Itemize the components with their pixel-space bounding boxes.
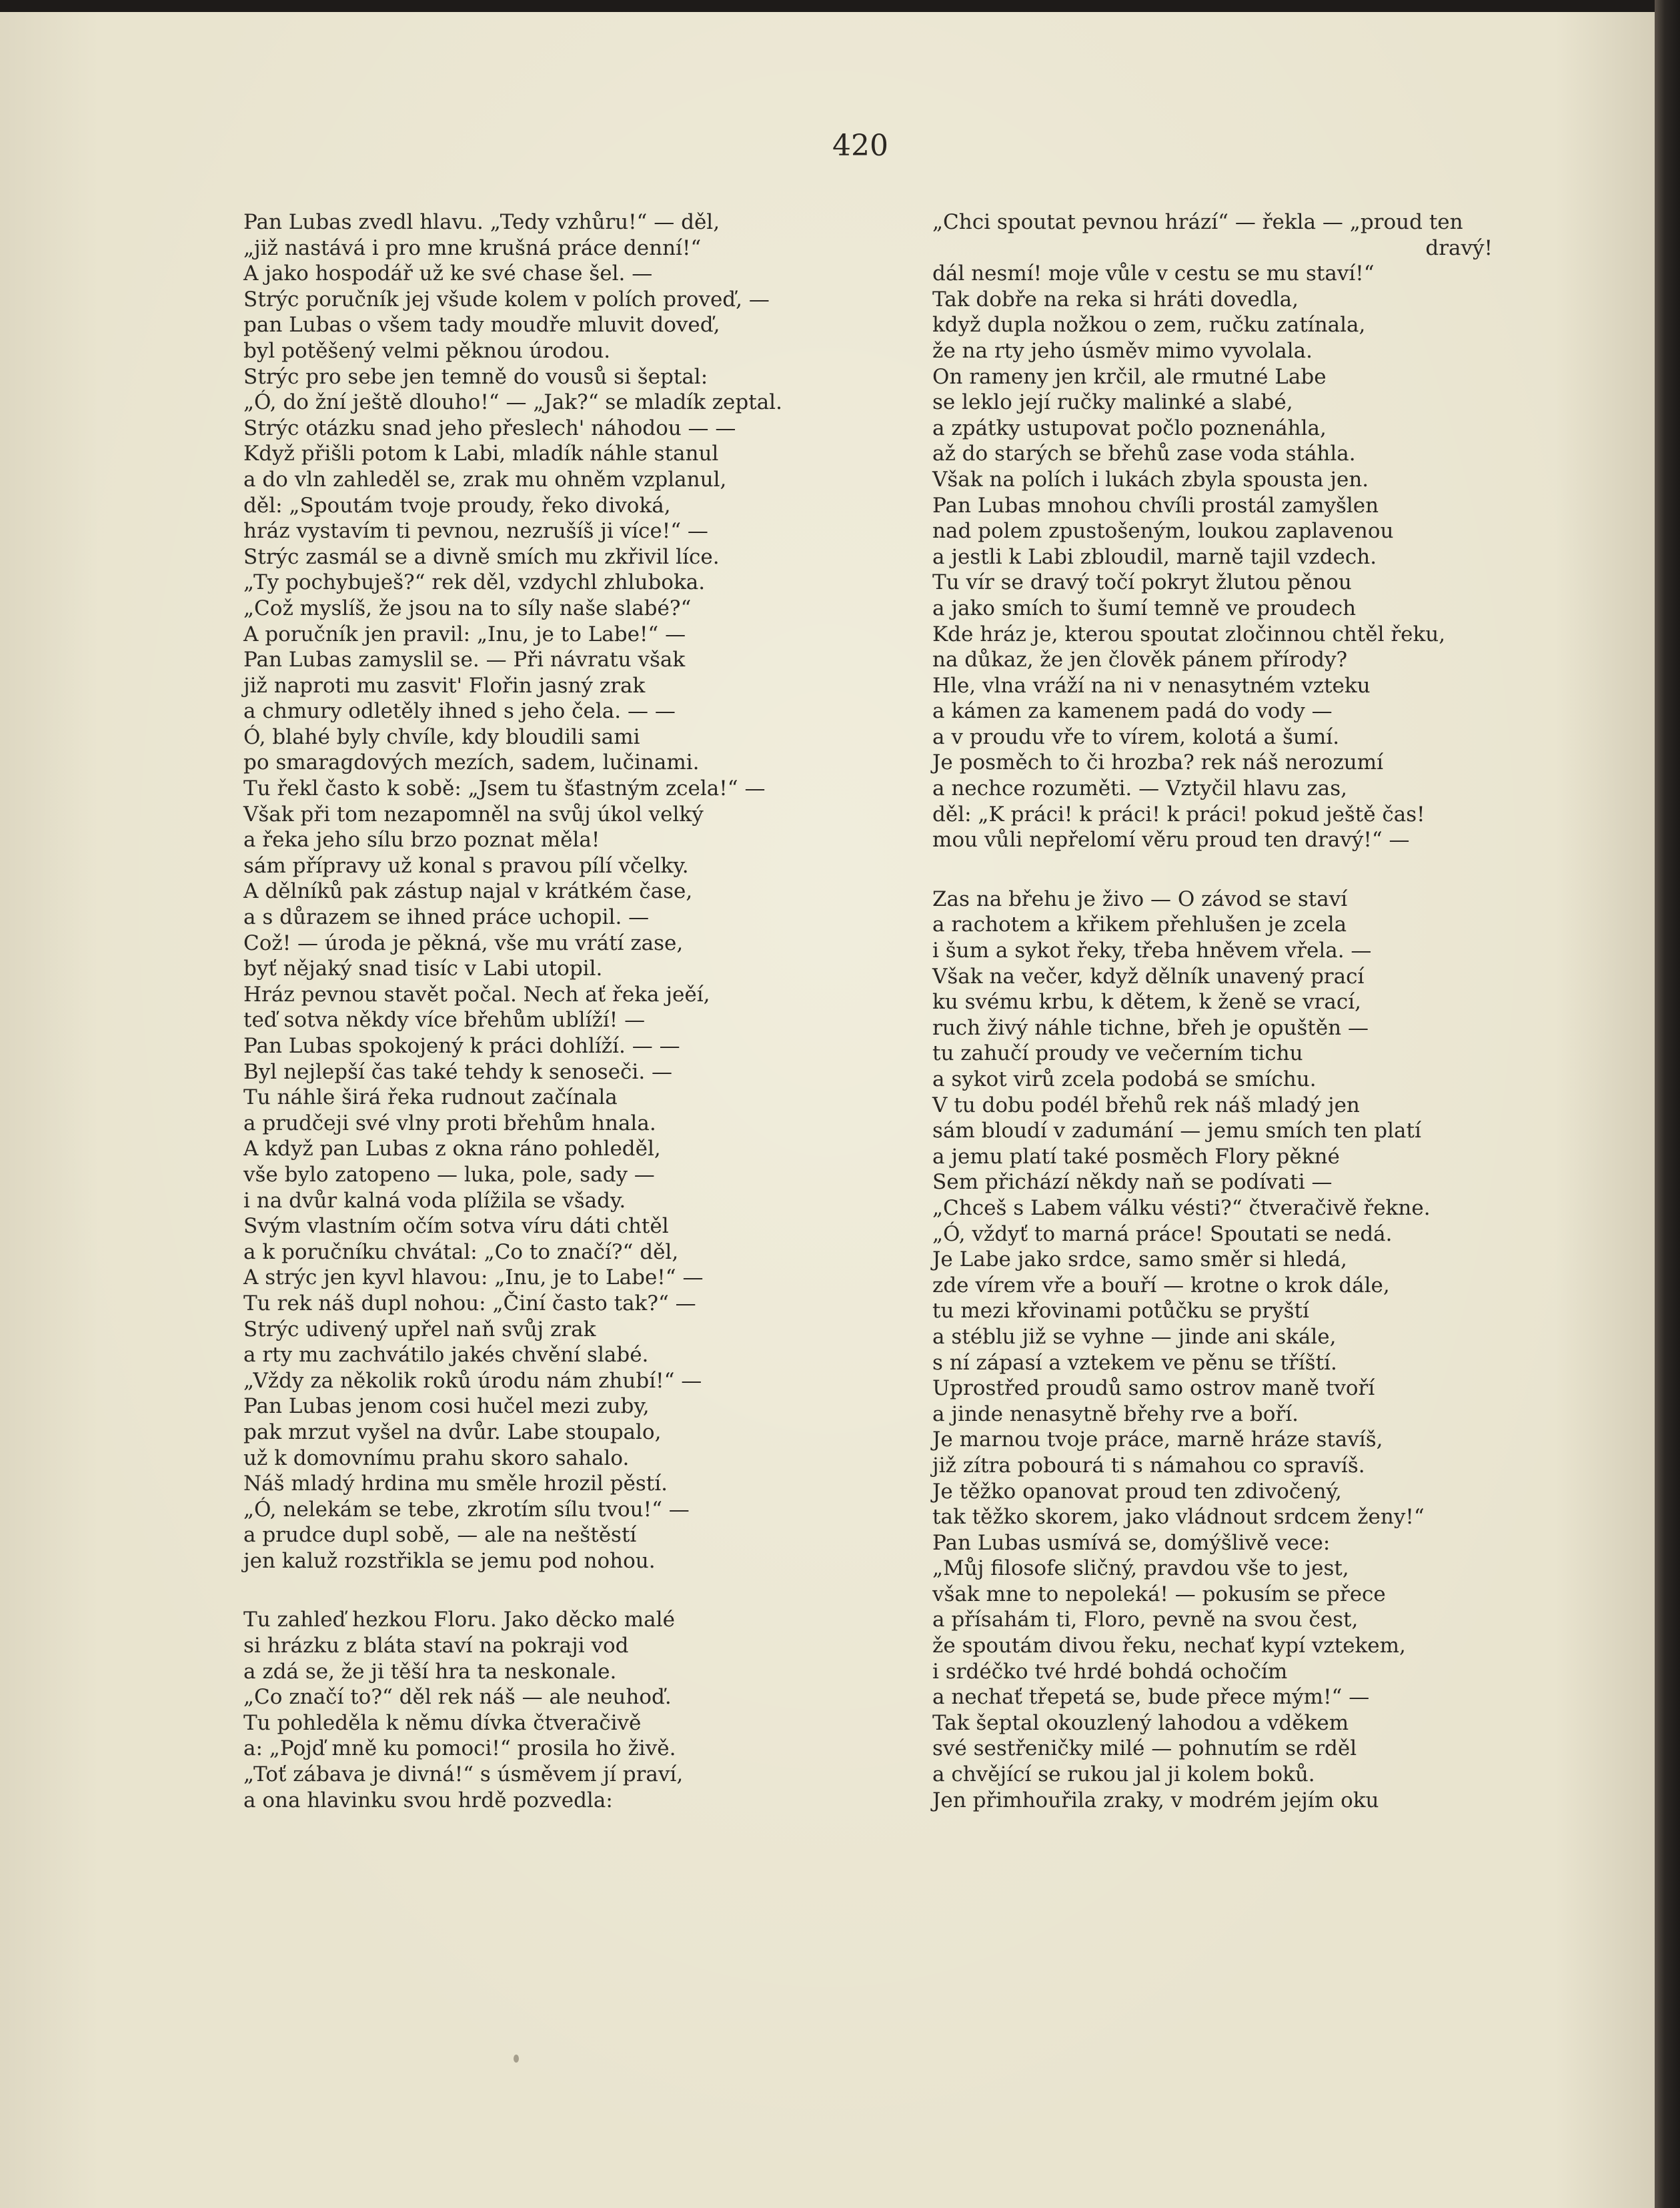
verse-line: Zas na břehu je živo — O závod se staví <box>932 887 1348 911</box>
ink-smudge <box>514 2055 519 2063</box>
left-column <box>243 209 797 1813</box>
verse-line: si hrázku z bláta staví na pokraji vod <box>243 1634 629 1658</box>
verse-line: Byl nejlepší čas také tehdy k senoseči. — <box>243 1059 673 1084</box>
verse-line: Tu zahleď hezkou Floru. Jako děcko malé <box>243 1608 675 1632</box>
verse-line: a zpátky ustupovat počlo poznenáhla, <box>932 416 1327 440</box>
verse-line: Strýc zasmál se a divně smích mu zkřivil líce. <box>243 544 720 569</box>
verse-line: a sykot virů zcela podobá se smíchu. <box>932 1067 1317 1091</box>
verse-line: tak těžko skorem, jako vládnout srdcem ženy!“ <box>932 1505 1425 1530</box>
verse-line: Ó, blahé byly chvíle, kdy bloudili sami <box>243 724 640 749</box>
verse-line: Tak šeptal okouzlený lahodou a vděkem <box>932 1710 1349 1735</box>
verse-line: a s důrazem se ihned práce uchopil. — <box>243 905 650 930</box>
right-stanza-1 <box>932 261 1493 853</box>
verse-line: Strýc pro sebe jen temně do vousů si šeptal: <box>243 364 708 389</box>
verse-line: již zítra pobourá ti s námahou co spravíš. <box>932 1453 1365 1478</box>
verse-line: Tu vír se dravý točí pokryt žlutou pěnou <box>932 570 1352 595</box>
verse-line: „Vždy za několik roků úrodu nám zhubí!“ — <box>243 1368 702 1393</box>
verse-line: „Ó, vždyť to marná práce! Spoutati se nedá. <box>932 1221 1393 1246</box>
verse-line: Tu rek náš dupl nohou: „Činí často tak?“ — <box>243 1291 696 1315</box>
verse-line: dál nesmí! moje vůle v cestu se mu staví!“ <box>932 261 1375 286</box>
verse-line-continuation: dravý! <box>1425 235 1493 260</box>
verse-line: sám přípravy už konal s pravou pílí včelky. <box>243 853 689 878</box>
scan-border-top <box>0 0 1680 12</box>
verse-line: a rachotem a křikem přehlušen je zcela <box>932 913 1347 937</box>
verse-line: hráz vystavím ti pevnou, nezrušíš ji více!“ — <box>243 519 708 544</box>
verse-line: pak mrzut vyšel na dvůr. Labe stoupalo, <box>243 1420 662 1444</box>
verse-line: a k poručníku chvátal: „Co to značí?“ děl, <box>243 1239 679 1264</box>
verse-line: A dělníků pak zástup najal v krátkém čase, <box>243 879 693 904</box>
verse-line: až do starých se břehů zase voda stáhla. <box>932 442 1356 466</box>
verse-line: a zdá se, že ji těší hra ta neskonale. <box>243 1659 617 1684</box>
verse-line: Je posměch to či hrozba? rek náš nerozumí <box>932 750 1384 775</box>
verse-line: Hráz pevnou stavět počal. Nech ať řeka jeěí, <box>243 982 710 1007</box>
verse-line: vše bylo zatopeno — luka, pole, sady — <box>243 1162 655 1187</box>
verse-line: V tu dobu podél břehů rek náš mladý jen <box>932 1093 1360 1117</box>
verse-line: „Chci spoutat pevnou hrází“ — řekla — „proud ten <box>932 210 1463 234</box>
verse-line: „Můj filosofe sličný, pravdou vše to jest, <box>932 1556 1349 1581</box>
verse-line: Však na večer, když dělník unavený prací <box>932 964 1365 989</box>
verse-line: a v proudu vře to vírem, kolotá a šumí. <box>932 724 1340 749</box>
verse-line: Strýc udivený upřel naň svůj zrak <box>243 1317 596 1341</box>
left-stanza-2 <box>243 1607 797 1813</box>
verse-line: zde vírem vře a bouří — krotne o krok dále, <box>932 1273 1390 1297</box>
verse-line: a jemu platí také posměch Flory pěkné <box>932 1144 1340 1169</box>
verse-line: a prudčeji své vlny proti břehům hnala. <box>243 1111 656 1135</box>
verse-line: a: „Pojď mně ku pomoci!“ prosila ho živě. <box>243 1736 676 1761</box>
verse-line: Pan Lubas zvedl hlavu. „Tedy vzhůru!“ — děl, <box>243 210 720 234</box>
verse-line: byl potěšený velmi pěknou úrodou. <box>243 338 611 363</box>
verse-line: Což! — úroda je pěkná, vše mu vrátí zase, <box>243 931 684 955</box>
verse-line: i šum a sykot řeky, třeba hněvem vřela. — <box>932 939 1372 963</box>
verse-line: a chmury odletěly ihned s jeho čela. — — <box>243 699 676 724</box>
verse-line: Strýc poručník jej všude kolem v polích proveď, — <box>243 287 770 312</box>
verse-line: Pan Lubas spokojený k práci dohlíží. — — <box>243 1034 680 1058</box>
verse-line: a jestli k Labi zbloudil, marně tajil vzdech. <box>932 544 1377 569</box>
stanza-gap <box>932 853 1493 887</box>
verse-line: „Ty pochybuješ?“ rek děl, vzdychl zhluboka. <box>243 570 706 595</box>
verse-line: „Co značí to?“ děl rek náš — ale neuhoď. <box>243 1685 672 1710</box>
verse-line: už k domovnímu prahu skoro sahalo. <box>243 1446 630 1470</box>
verse-line: ruch živý náhle tichne, břeh je opuštěn — <box>932 1015 1369 1040</box>
verse-line: že spoutám divou řeku, nechať kypí vztekem, <box>932 1634 1406 1658</box>
verse-line: a do vln zahleděl se, zrak mu ohněm vzplanul, <box>243 467 727 492</box>
verse-line: a jinde nenasytně břehy rve a boří. <box>932 1402 1299 1426</box>
verse-line: a rty mu zachvátilo jakés chvění slabé. <box>243 1343 649 1367</box>
verse-line: a nechať třepetá se, bude přece mým!“ — <box>932 1685 1370 1710</box>
verse-line: i na dvůr kalná voda plížila se všady. <box>243 1188 626 1213</box>
verse-line: Pan Lubas usmívá se, domýšlivě vece: <box>932 1530 1331 1555</box>
verse-line: a nechce rozuměti. — Vztyčil hlavu zas, <box>932 776 1347 801</box>
verse-line: A když pan Lubas z okna ráno pohleděl, <box>243 1137 661 1161</box>
verse-line: A poručník jen pravil: „Inu, je to Labe!“ — <box>243 622 686 646</box>
verse-line: Jen přimhouřila zraky, v modrém jejím oku <box>932 1788 1379 1812</box>
verse-line: ku svému krbu, k dětem, k ženě se vrací, <box>932 990 1361 1015</box>
book-page <box>0 12 1655 2208</box>
verse-line: a prudce dupl sobě, — ale na neštěstí <box>243 1523 637 1548</box>
verse-line: On rameny jen krčil, ale rmutné Labe <box>932 364 1327 389</box>
verse-line: s ní zápasí a vztekem ve pěnu se tříští. <box>932 1350 1337 1375</box>
verse-line: a řeka jeho sílu brzo poznat měla! <box>243 828 600 853</box>
verse-line: Pan Lubas zamyslil se. — Při návratu však <box>243 648 686 672</box>
verse-line: Kde hráz je, kterou spoutat zločinnou chtěl řeku, <box>932 622 1446 646</box>
verse-line: Tak dobře na reka si hráti dovedla, <box>932 287 1299 312</box>
verse-line: však mne to nepoleká! — pokusím se přece <box>932 1582 1386 1606</box>
page-number: 420 <box>832 129 888 163</box>
verse-line: Tu náhle širá řeka rudnout začínala <box>243 1085 618 1110</box>
verse-line: Náš mladý hrdina mu směle hrozil pěstí. <box>243 1472 668 1496</box>
verse-line: „Chceš s Labem válku vésti?“ čtveračivě řekne. <box>932 1195 1431 1220</box>
verse-line: a jako smích to šumí temně ve proudech <box>932 596 1357 620</box>
verse-line: nad polem zpustošeným, loukou zaplavenou <box>932 519 1394 544</box>
verse-line: sám bloudí v zadumání — jemu smích ten platí <box>932 1119 1421 1143</box>
left-stanza-1 <box>243 209 797 1574</box>
right-stanza-2 <box>932 887 1493 1813</box>
stanza-gap <box>243 1574 797 1607</box>
verse-line: „Toť zábava je divná!“ s úsměvem jí praví, <box>243 1762 684 1787</box>
verse-line: i srdéčko tvé hrdé bohdá ochočím <box>932 1659 1288 1684</box>
verse-line: a kámen za kamenem padá do vody — <box>932 699 1333 724</box>
verse-line: Sem přichází někdy naň se podívati — <box>932 1170 1333 1195</box>
verse-line: a stéblu již se vyhne — jinde ani skále, <box>932 1324 1337 1349</box>
scan-border-right <box>1655 0 1680 2208</box>
verse-line: Tu řekl často k sobě: „Jsem tu šťastným zcela!“ — <box>243 776 766 801</box>
verse-line: Když přišli potom k Labi, mladík náhle stanul <box>243 442 719 466</box>
verse-line: Strýc otázku snad jeho přeslech' náhodou — — <box>243 416 736 440</box>
verse-line: Svým vlastním očím sotva víru dáti chtěl <box>243 1214 669 1239</box>
verse-line: jen kaluž rozstřikla se jemu pod nohou. <box>243 1548 656 1573</box>
verse-line: že na rty jeho úsměv mimo vyvolala. <box>932 338 1313 363</box>
verse-line: mou vůli nepřelomí věru proud ten dravý!“ — <box>932 828 1410 853</box>
verse-line: své sestřeničky milé — pohnutím se rděl <box>932 1736 1357 1761</box>
verse-line: „Což myslíš, že jsou na to síly naše slabé?“ <box>243 596 692 620</box>
verse-line: se leklo její ručky malinké a slabé, <box>932 390 1293 415</box>
verse-line: Je těžko opanovat proud ten zdivočený, <box>932 1479 1342 1504</box>
verse-line: Je Labe jako srdce, samo směr si hledá, <box>932 1247 1347 1272</box>
verse-line: „Ó, do žní ještě dlouho!“ — „Jak?“ se mladík zeptal. <box>243 390 782 415</box>
verse-line: byť nějaký snad tisíc v Labi utopil. <box>243 957 603 981</box>
verse-line: teď sotva někdy více břehům ublíží! — <box>243 1008 646 1033</box>
verse-line: a ona hlavinku svou hrdě pozvedla: <box>243 1788 613 1812</box>
verse-line: Pan Lubas jenom cosi hučel mezi zuby, <box>243 1394 650 1419</box>
verse-line: Je marnou tvoje práce, marně hráze stavíš, <box>932 1428 1383 1452</box>
verse-line: děl: „Spoutám tvoje proudy, řeko divoká, <box>243 493 671 518</box>
verse-line: Však při tom nezapomněl na svůj úkol velký <box>243 802 704 826</box>
verse-line: tu zahučí proudy ve večerním tichu <box>932 1041 1303 1066</box>
verse-line: a chvějící se rukou jal ji kolem boků. <box>932 1762 1315 1787</box>
verse-line: tu mezi křovinami potůčku se pryští <box>932 1299 1309 1323</box>
verse-line: Pan Lubas mnohou chvíli prostál zamyšlen <box>932 493 1379 518</box>
verse-line: na důkaz, že jen člověk pánem přírody? <box>932 648 1348 672</box>
verse-line: A jako hospodář už ke své chase šel. — <box>243 261 653 286</box>
verse-line: Hle, vlna vráží na ni v nenasytném vzteku <box>932 673 1371 698</box>
verse-line: když dupla nožkou o zem, ručku zatínala, <box>932 313 1366 338</box>
verse-line: Však na polích i lukách zbyla spousta jen. <box>932 467 1369 492</box>
verse-line: pan Lubas o všem tady moudře mluvit doveď, <box>243 313 720 338</box>
verse-line: po smaragdových mezích, sadem, lučinami. <box>243 750 700 775</box>
verse-line: a přísahám ti, Floro, pevně na svou čest, <box>932 1608 1359 1632</box>
verse-line: „již nastává i pro mne krušná práce denní!“ <box>243 235 702 260</box>
verse-line: děl: „K práci! k práci! k práci! pokud ještě čas! <box>932 802 1425 826</box>
verse-line: již naproti mu zasvit' Flořin jasný zrak <box>243 673 646 698</box>
verse-line: Uprostřed proudů samo ostrov maně tvoří <box>932 1376 1375 1401</box>
right-column <box>932 209 1493 1813</box>
verse-line: Tu pohleděla k němu dívka čtveračivě <box>243 1710 642 1735</box>
verse-line: A strýc jen kyvl hlavou: „Inu, je to Labe!“ — <box>243 1265 704 1290</box>
verse-line: „Ó, nelekám se tebe, zkrotím sílu tvou!“ — <box>243 1497 690 1522</box>
